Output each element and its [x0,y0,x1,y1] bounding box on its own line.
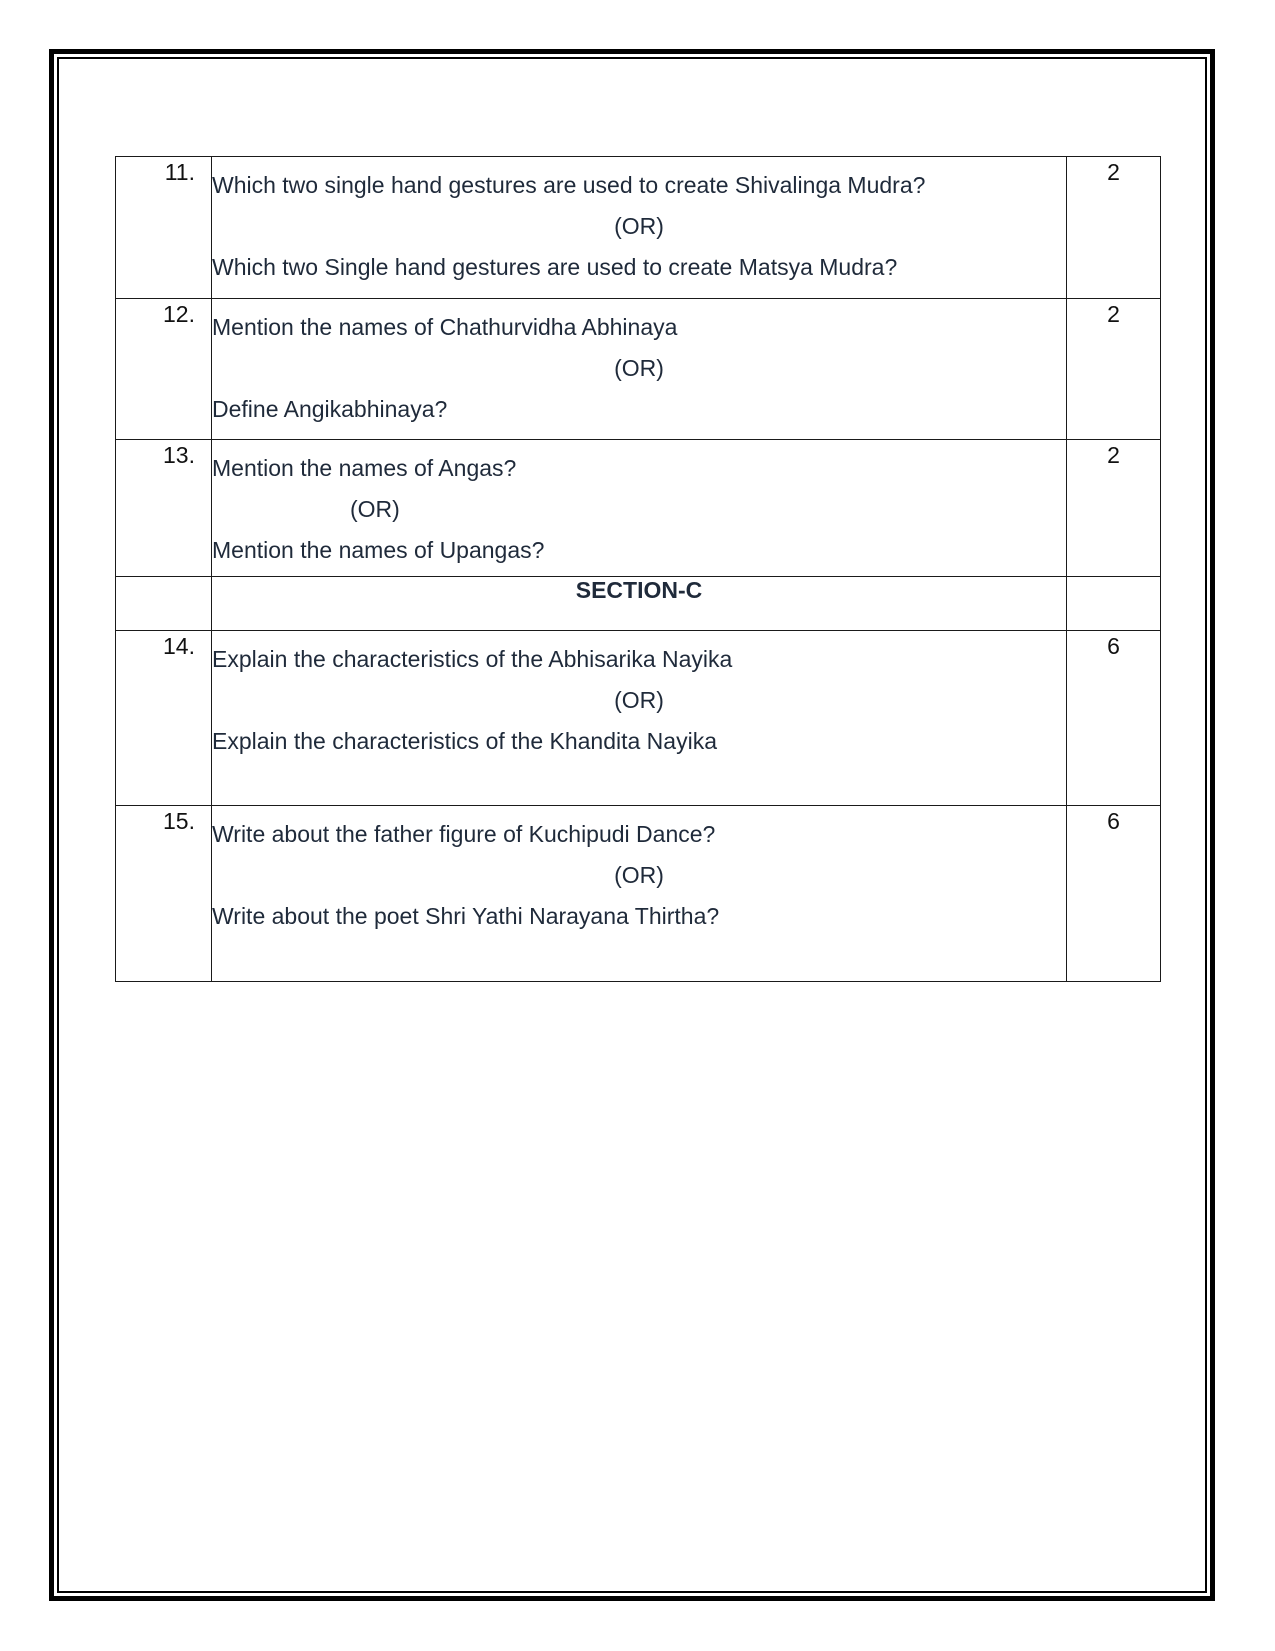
question-marks: 2 [1067,299,1161,440]
question-option-1: Which two single hand gestures are used to create Shivalinga Mudra? [212,172,926,198]
question-text [212,157,1067,299]
question-text [212,299,1067,440]
question-option-2: Define Angikabhinaya? [212,396,448,422]
question-number: 14. [116,631,212,806]
question-marks: 2 [1067,157,1161,299]
question-marks: 6 [1067,806,1161,982]
question-number: 13. [116,440,212,577]
question-row-12 [116,299,1161,440]
question-number: 15. [116,806,212,982]
question-text [212,440,1067,577]
or-separator: (OR) [614,355,664,381]
question-row-13 [116,440,1161,577]
question-table [115,156,1161,982]
question-option-2: Write about the poet Shri Yathi Narayana Thirtha? [212,903,720,929]
question-marks: 2 [1067,440,1161,577]
or-separator: (OR) [614,687,664,713]
question-option-1: Mention the names of Angas? [212,455,517,481]
question-text [212,806,1067,982]
or-separator: (OR) [350,496,400,522]
question-option-2: Which two Single hand gestures are used to create Matsya Mudra? [212,254,898,280]
question-text [212,631,1067,806]
section-header-row [116,577,1161,631]
question-marks: 6 [1067,631,1161,806]
question-option-1: Explain the characteristics of the Abhisarika Nayika [212,646,733,672]
question-row-14 [116,631,1161,806]
section-header-blank-left [116,577,212,631]
section-header-blank-right [1067,577,1161,631]
section-title: SECTION-C [212,577,1067,631]
question-option-1: Mention the names of Chathurvidha Abhinaya [212,314,678,340]
or-separator: (OR) [614,213,664,239]
or-separator: (OR) [614,862,664,888]
question-option-1: Write about the father figure of Kuchipudi Dance? [212,821,716,847]
question-option-2: Mention the names of Upangas? [212,537,545,563]
question-option-2: Explain the characteristics of the Khandita Nayika [212,728,717,754]
question-number: 12. [116,299,212,440]
question-row-15 [116,806,1161,982]
question-number: 11. [116,157,212,299]
question-row-11 [116,157,1161,299]
